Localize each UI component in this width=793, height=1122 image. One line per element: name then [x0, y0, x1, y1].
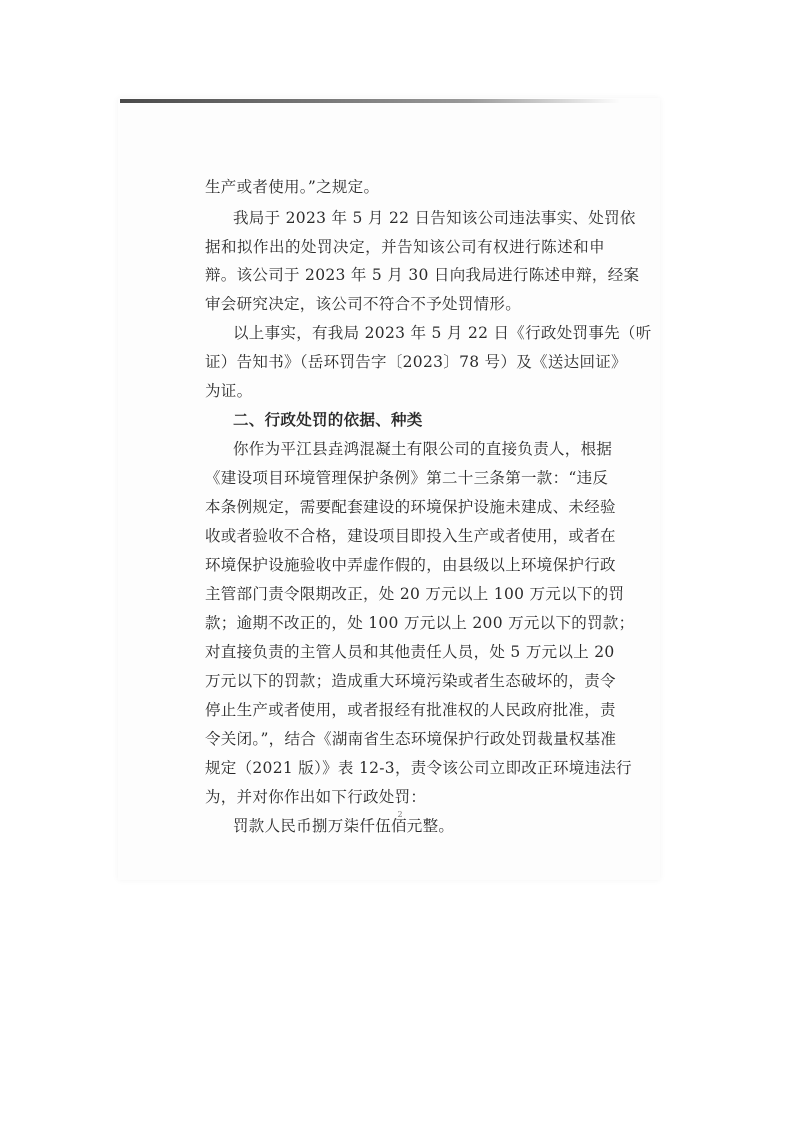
- paragraph-line: 为，并对你作出如下行政处罚：: [205, 788, 427, 806]
- paragraph-line: 停止生产或者使用，或者报经有批准权的人民政府批准，责: [205, 701, 616, 719]
- paragraph-line: 据和拟作出的处罚决定，并告知该公司有权进行陈述和申: [205, 238, 605, 256]
- paragraph-line: 我局于 2023 年 5 月 22 日告知该公司违法事实、处罚依: [233, 209, 636, 227]
- paragraph-line: 辩。该公司于 2023 年 5 月 30 日向我局进行陈述申辩，经案: [205, 266, 640, 284]
- paragraph-line: 对直接负责的主管人员和其他责任人员，处 5 万元以上 20: [205, 643, 615, 661]
- paragraph-line: 款；逾期不改正的，处 100 万元以上 200 万元以下的罚款；: [205, 614, 635, 632]
- paragraph-line: 收或者验收不合格，建设项目即投入生产或者使用，或者在: [205, 527, 616, 545]
- paragraph-line: 生产或者使用。”之规定。: [205, 178, 380, 196]
- paragraph-line: 本条例规定，需要配套建设的环境保护设施未建成、未经验: [205, 498, 616, 516]
- page-number: 2: [397, 810, 403, 819]
- paragraph-line: 令关闭。”，结合《湖南省生态环境保护行政处罚裁量权基准: [205, 730, 617, 748]
- paragraph-line: 主管部门责令限期改正，处 20 万元以上 100 万元以下的罚: [205, 585, 625, 603]
- paragraph-line: 为证。: [205, 382, 253, 400]
- paragraph-line: 你作为平江县垚鸿混凝土有限公司的直接负责人，根据: [233, 440, 613, 458]
- paragraph-line: 万元以下的罚款；造成重大环境污染或者生态破坏的，责令: [205, 672, 616, 690]
- paragraph-line: 规定（2021 版）》表 12-3，责令该公司立即改正环境违法行: [205, 759, 632, 777]
- section-heading: 二、行政处罚的依据、种类: [233, 411, 423, 429]
- paragraph-line: 审会研究决定，该公司不符合不予处罚情形。: [205, 295, 522, 313]
- paragraph-line: 以上事实，有我局 2023 年 5 月 22 日《行政处罚事先（听: [233, 324, 652, 342]
- scan-top-edge-shadow: [120, 99, 620, 103]
- paragraph-line: 罚款人民币捌万柒仟伍佰元整。: [233, 817, 455, 835]
- paragraph-line: 《建设项目环境管理保护条例》第二十三条第一款：“违反: [205, 469, 609, 487]
- paragraph-line: 环境保护设施验收中弄虚作假的，由县级以上环境保护行政: [205, 556, 616, 574]
- paragraph-line: 证）告知书》（岳环罚告字〔2023〕78 号）及《送达回证》: [205, 353, 627, 371]
